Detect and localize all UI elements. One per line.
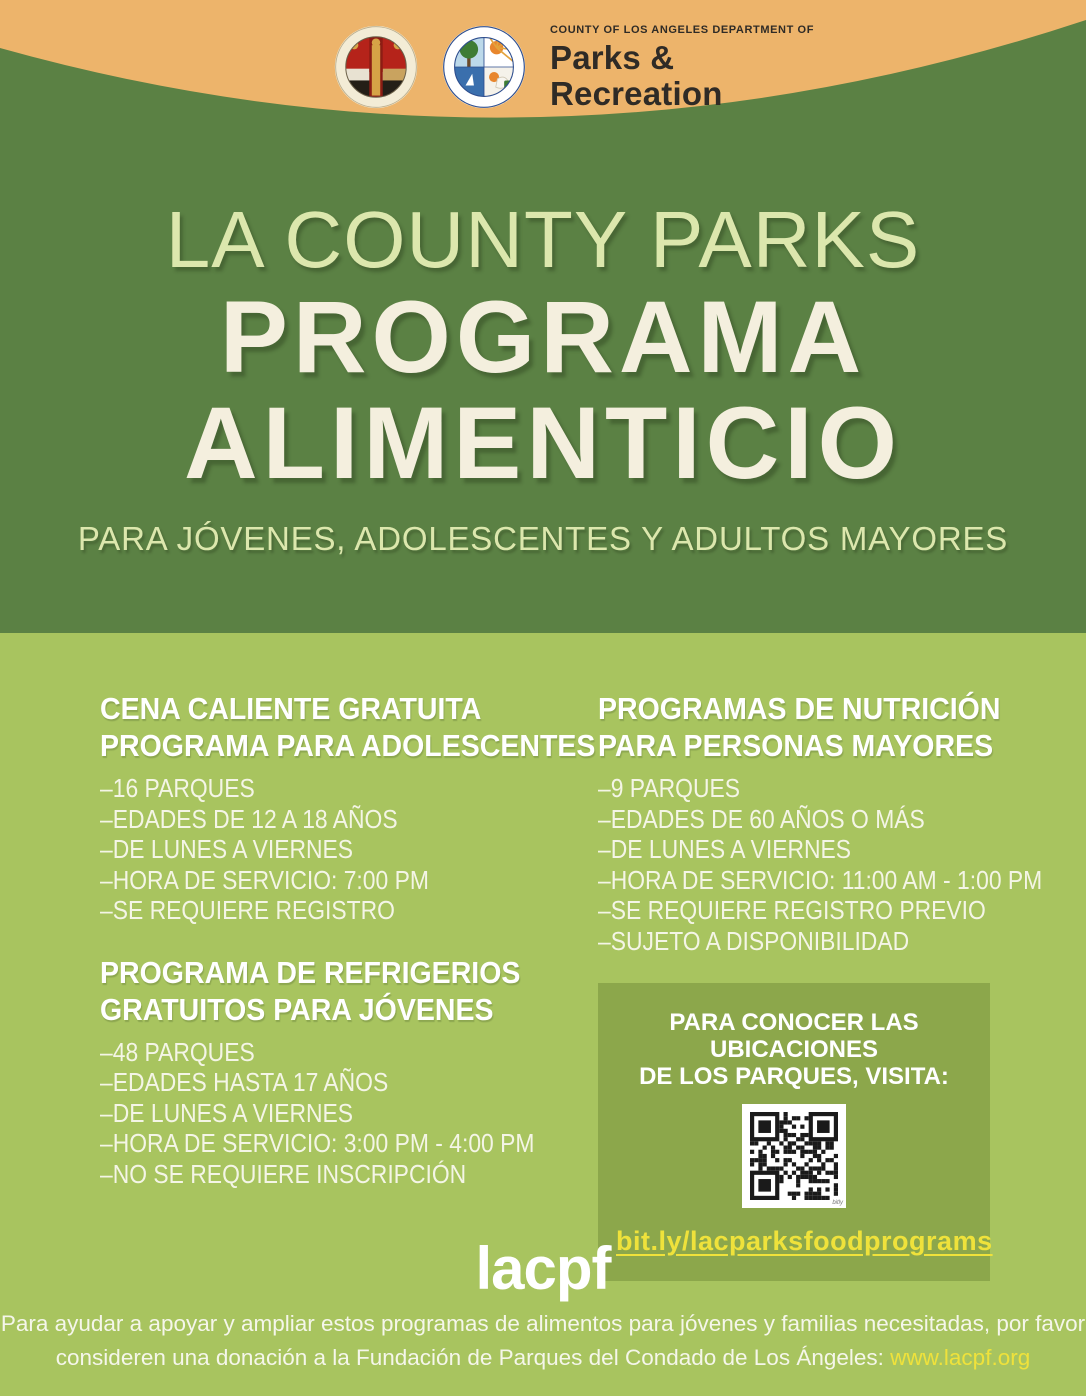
qr-heading-line2: DE LOS PARQUES, VISITA: [639,1063,949,1090]
footer-line2 [0,1341,1086,1375]
program-title-free-snacks [100,954,586,1028]
list-item: –16 PARQUES [100,773,255,803]
list-item: –EDADES DE 60 AÑOS O MÁS [598,803,925,834]
program-title-hot-dinner [100,690,596,764]
list-item: –48 PARQUES [100,1036,255,1067]
right-column [598,690,1043,1281]
list-item: –NO SE REQUIERE INSCRIPCIÓN [100,1158,467,1189]
la-county-seal-icon [334,25,418,109]
qr-code-svg [750,1112,838,1200]
qr-callout-box [598,983,993,1281]
parks-department-seal-icon [442,25,526,109]
department-eyebrow: COUNTY OF LOS ANGELES DEPARTMENT OF [550,24,815,36]
program-title-line: PARA PERSONAS MAYORES [598,728,994,763]
footer-line1: Para ayudar a apoyar y ampliar estos programas de alimentos para jóvenes y familias necesitadas, por favor [0,1311,1086,1336]
program-list-free-snacks [100,1037,586,1190]
hero-title-line1: PROGRAMA [219,280,867,394]
program-list-hot-dinner [100,773,586,926]
program-title-line: GRATUITOS PARA JÓVENES [100,991,494,1027]
header [334,22,814,112]
qr-watermark: bitly [832,1200,843,1206]
list-item: –EDADES HASTA 17 AÑOS [100,1067,389,1097]
list-item: –DE LUNES A VIERNES [100,834,354,864]
footer-line2-text: consideren una donación a la Fundación de Parques del Condado de Los Ángeles: [55,1345,884,1370]
list-item: –HORA DE SERVICIO: 7:00 PM [100,864,429,895]
list-item: –SE REQUIERE REGISTRO PREVIO [598,895,986,925]
list-item: –9 PARQUES [598,773,740,803]
qr-heading-line1: PARA CONOCER LAS UBICACIONES [669,1009,919,1063]
hero-title-line2: ALIMENTICIO [184,386,902,500]
list-item: –DE LUNES A VIERNES [598,834,852,864]
list-item: –HORA DE SERVICIO: 3:00 PM - 4:00 PM [100,1128,535,1158]
program-title-senior-nutrition [598,690,1001,764]
department-name-line1: Parks & [550,39,675,76]
list-item: –DE LUNES A VIERNES [100,1097,354,1128]
hero-kicker: LA COUNTY PARKS [165,195,921,284]
program-list-senior-nutrition [598,773,1043,956]
footer-note [0,1307,1086,1375]
footer-donation-link[interactable]: www.lacpf.org [890,1345,1031,1370]
qr-code [742,1104,846,1208]
list-item: –EDADES DE 12 A 18 AÑOS [100,803,398,834]
program-title-line: CENA CALIENTE GRATUITA [100,691,482,726]
left-column [100,690,596,1189]
list-item: –SE REQUIERE REGISTRO [100,895,395,925]
program-title-line: PROGRAMA DE REFRIGERIOS [100,954,521,990]
lacpf-logo: lacpf [475,1235,611,1302]
hero-subtitle: PARA JÓVENES, ADOLESCENTES Y ADULTOS MAYORES [77,520,1009,557]
qr-short-link[interactable]: bit.ly/lacparksfoodprograms [616,1226,993,1256]
list-item: –HORA DE SERVICIO: 11:00 AM - 1:00 PM [598,864,1043,895]
program-title-line: PROGRAMAS DE NUTRICIÓN [598,691,1001,726]
hero [0,196,1086,558]
program-title-line: PROGRAMA PARA ADOLESCENTES [100,728,596,763]
department-name-block [550,22,814,112]
list-item: –SUJETO A DISPONIBILIDAD [598,925,910,956]
department-name-line2: Recreation [550,75,723,112]
